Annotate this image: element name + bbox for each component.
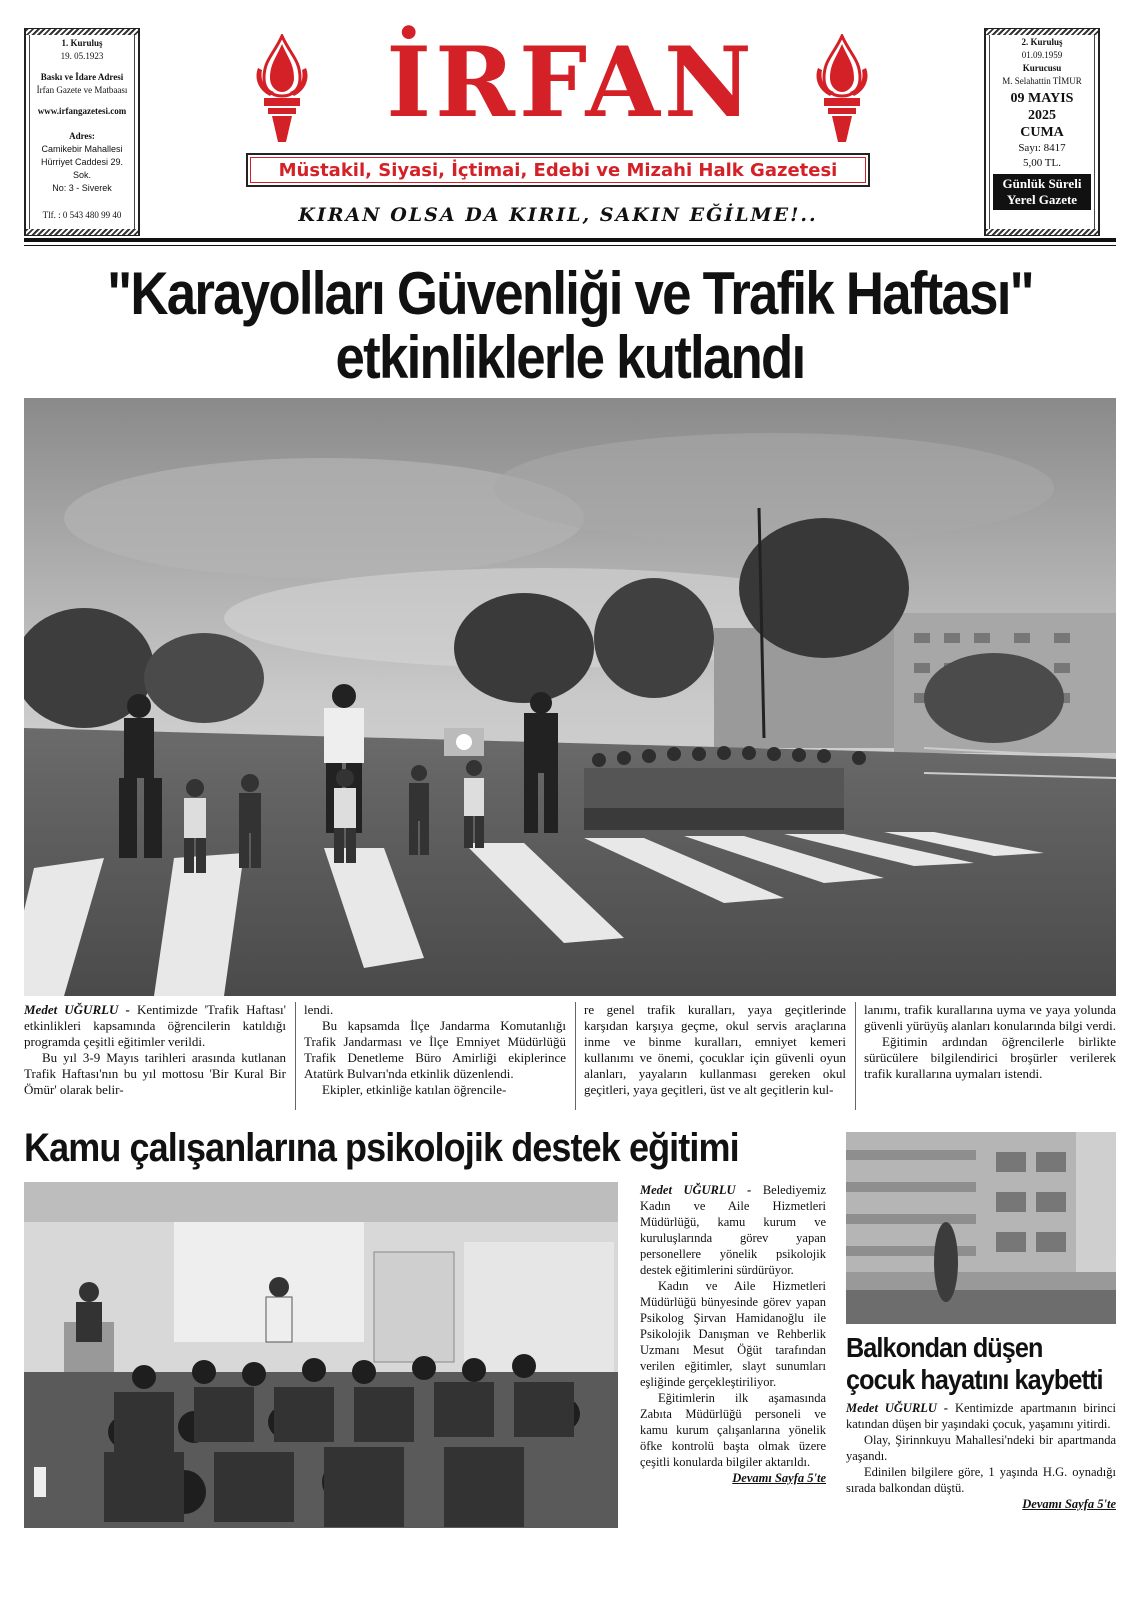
office-value: İrfan Gazete ve Matbaası	[36, 85, 128, 95]
article3-body	[846, 1400, 1116, 1530]
column-divider	[855, 1002, 856, 1110]
date-year: 2025	[1028, 108, 1056, 123]
address-line: Camikebir Mahallesi	[41, 144, 123, 154]
founding-date: 19. 05.1923	[60, 51, 104, 61]
article3-col	[846, 1400, 1116, 1512]
date-day: 09 MAYIS	[1010, 91, 1074, 106]
newspaper-logo: İRFAN	[386, 26, 756, 139]
paragraph: Edinilen bilgilere göre, 1 yaşında H.G. oynadığı sırada balkondan düştü.	[846, 1465, 1116, 1495]
masthead-rule	[24, 238, 1116, 242]
website-link[interactable]: www.irfangazetesi.com	[37, 106, 127, 116]
paragraph: lanımı, trafik kurallarına uyma ve yaya yolunda güvenli yürüyüş alanları konularında bilgi verdi.	[864, 1002, 1116, 1033]
weekday: CUMA	[1020, 125, 1064, 140]
paragraph: Kadın ve Aile Hizmetleri Müdürlüğü bünyesinde görev yapan Psikolog Şirvan Hamidanoğlu ile Psikolojik Danışman ve Rehberlik Uzmanı Mesut Öğüt tarafından verilen eğitimler, slayt sunumları eşliğinde gerçekleştiriliyor.	[640, 1279, 826, 1389]
paragraph: Olay, Şirinnkuyu Mahallesi'ndeki bir apartmanda yaşandı.	[846, 1433, 1116, 1463]
paragraph: Belediyemiz Kadın ve Aile Hizmetleri Müdürlüğü, kamu kurum ve kuruluşlarında görev yapan personellere yönelik psikolojik destek eğitimlerini sürdürüyor.	[640, 1183, 826, 1277]
byline: Medet UĞURLU -	[846, 1401, 949, 1415]
slogan: Müstakil, Siyasi, İçtimai, Edebi ve Mizahi Halk Gazetesi	[250, 157, 866, 183]
price: 5,00 TL.	[1023, 157, 1061, 169]
founder-name: M. Selahattin TİMUR	[1002, 76, 1082, 86]
address-label: Adres:	[69, 131, 95, 141]
article1-col3	[584, 1002, 846, 1098]
headline-line: "Karayolları Güvenliği ve Trafik Haftası"	[107, 260, 1033, 327]
masthead-right-box	[984, 28, 1100, 236]
phone: Tlf. : 0 543 480 99 40	[42, 210, 122, 220]
paragraph: Ekipler, etkinliğe katılan öğrencile-	[322, 1082, 507, 1097]
paragraph: Eğitimlerin ilk aşamasında Zabıta Müdürlüğü personeli ve kamu kurum çalışanlarına yönelik öfke kontrolü başta olmak üzere çeşitli konularda bilgiler aktarıldı.	[640, 1391, 826, 1469]
main-headline	[90, 262, 1051, 390]
byline: Medet UĞURLU -	[24, 1002, 130, 1017]
article1-col1	[24, 1002, 286, 1098]
balcony-building-photo	[846, 1132, 1116, 1324]
headline-line: çocuk hayatını kaybetti	[846, 1364, 1103, 1395]
continued-link[interactable]: Devamı Sayfa 5'te	[732, 1471, 826, 1485]
article2-col	[640, 1182, 826, 1486]
traffic-week-photo	[24, 398, 1116, 996]
issue-number: Sayı: 8417	[1018, 142, 1066, 154]
article1-body	[24, 1002, 1116, 1112]
article1-col2	[304, 1002, 566, 1098]
seminar-photo	[24, 1182, 618, 1528]
article3-headline	[846, 1332, 1103, 1396]
office-label: Baskı ve İdare Adresi	[40, 72, 124, 82]
paragraph: Bu kapsamda İlçe Jandarma Komutanlığı Trafik Jandarması ve İlçe Emniyet Müdürlüğü Trafik Denetleme Büro Amirliği ekiplerince Atatürk Bulvarı'nda etkinlik düzenlendi.	[304, 1018, 566, 1081]
paragraph: Kentimizde 'Trafik Haftası' etkinlikleri kapsamında öğrencilerin katıldığı programda çeşitli eğitimler verildi.	[24, 1002, 286, 1049]
slogan-box	[246, 153, 870, 187]
article2-headline: Kamu çalışanlarına psikolojik destek eğitimi	[24, 1126, 739, 1170]
byline: Medet UĞURLU -	[640, 1183, 752, 1197]
paragraph: Kentimizde apartmanın birinci katından düşen bir yaşındaki çocuk, yaşamını yitirdi.	[846, 1401, 1117, 1431]
headline-line: etkinliklerle kutlandı	[335, 324, 805, 391]
column-divider	[575, 1002, 576, 1110]
left-torch-icon	[250, 34, 314, 144]
article1-col4	[864, 1002, 1116, 1082]
paragraph: lendi.	[304, 1002, 334, 1017]
founder-label: Kurucusu	[1022, 63, 1062, 73]
founding-date: 01.09.1959	[1021, 50, 1063, 60]
frequency-badge	[993, 174, 1091, 210]
founding-label: 1. Kuruluş	[61, 38, 103, 48]
headline-line: Balkondan düşen	[846, 1332, 1043, 1363]
motto: KIRAN OLSA DA KIRIL, SAKIN EĞİLME!..	[298, 204, 818, 226]
masthead-left-box	[24, 28, 140, 236]
continued-link[interactable]: Devamı Sayfa 5'te	[1022, 1497, 1116, 1511]
badge-line: Günlük Süreli	[1002, 176, 1082, 191]
paragraph: re genel trafik kuralları, yaya geçitlerinde karşıdan karşıya geçme, okul servis araçlarına inme ve binme kuralları, emniyet kemeri kullanımı ve önemi, çocuklar için güvenli oyun alanları, yayaların kullanması gereken okul geçitleri, yaya geçitleri, üst ve alt geçitlerin kul-	[584, 1002, 846, 1097]
column-divider	[295, 1002, 296, 1110]
address-line: Hürriyet Caddesi 29. Sok.	[40, 157, 124, 180]
masthead-rule-thin	[24, 245, 1116, 246]
paragraph: Bu yıl 3-9 Mayıs tarihleri arasında kutlanan Trafik Haftası'nın bu yıl mottosu 'Bir Kural Bir Ömür' olarak belir-	[24, 1050, 286, 1097]
address-line: No: 3 - Siverek	[52, 183, 112, 193]
paragraph: Eğitimin ardından öğrencilerle birlikte sürücülere bilgilendirici broşürler verilerek trafik kurallarına uymaları istendi.	[864, 1034, 1116, 1081]
article2-body	[640, 1182, 826, 1528]
founding-label: 2. Kuruluş	[1021, 37, 1063, 47]
badge-line: Yerel Gazete	[1006, 192, 1078, 207]
right-torch-icon	[810, 34, 874, 144]
